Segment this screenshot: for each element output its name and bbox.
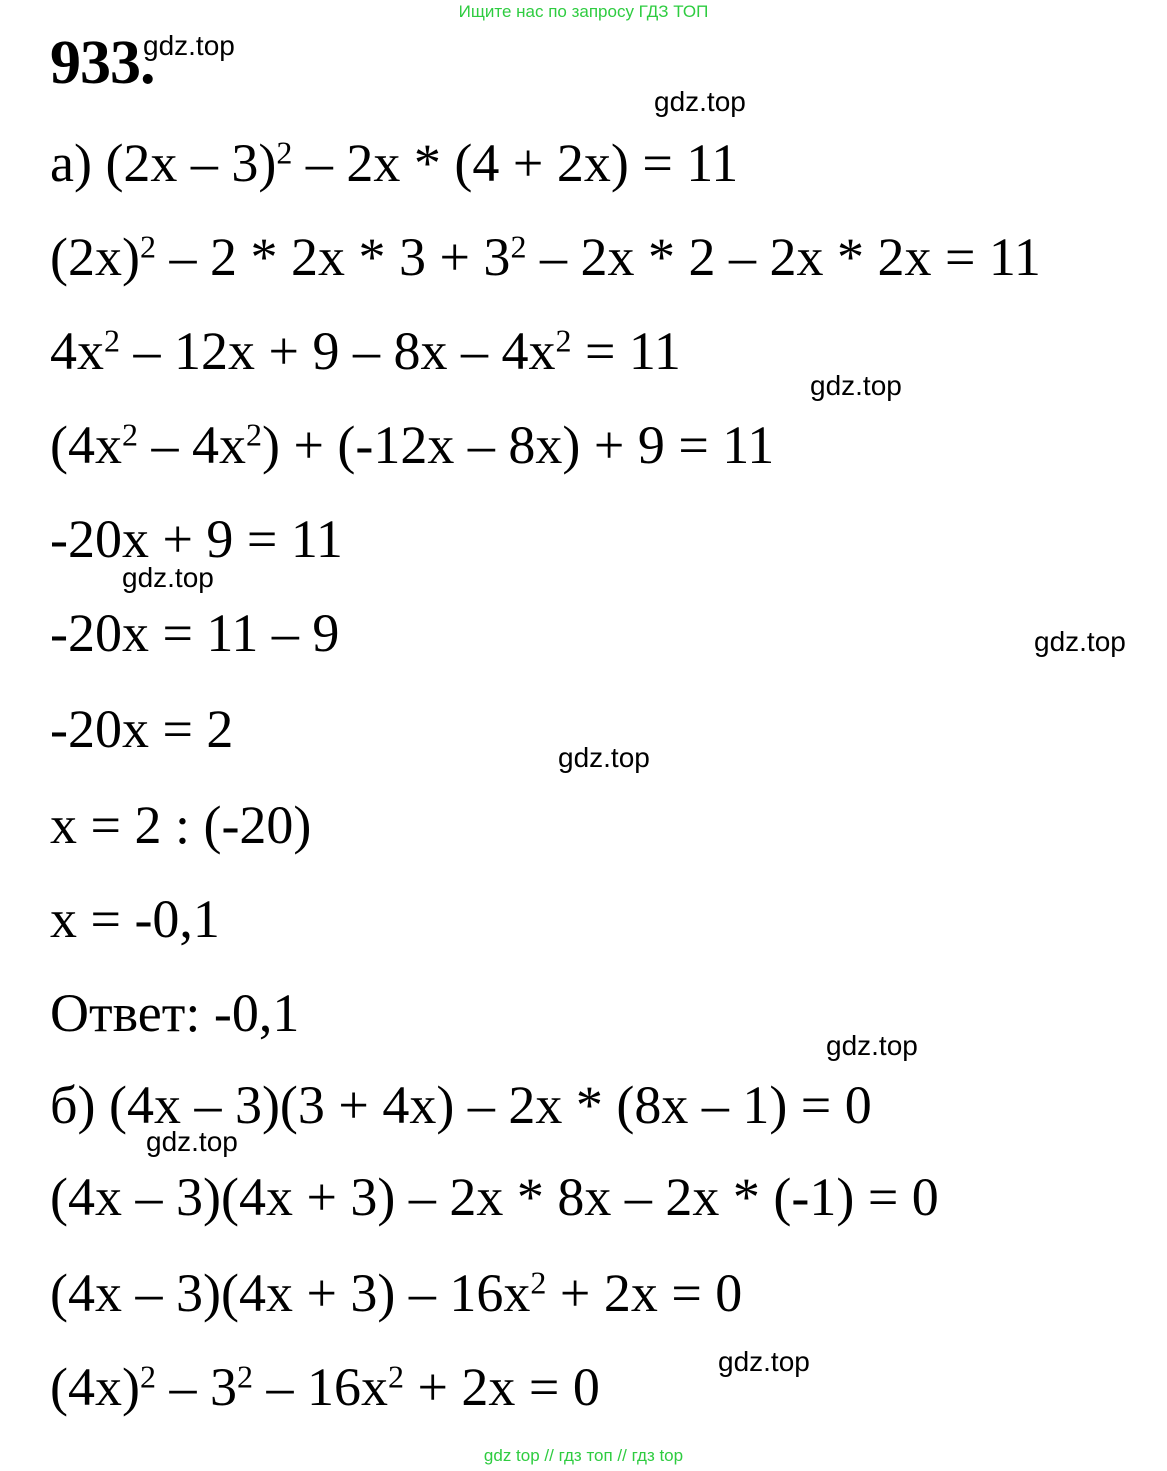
math-text: 4x bbox=[50, 321, 104, 381]
math-text: + 2x = 0 bbox=[403, 1357, 600, 1417]
math-text: (4x – 3)(4x + 3) – 16x bbox=[50, 1263, 531, 1323]
exponent: 2 bbox=[530, 1264, 547, 1301]
watermark: gdz.top bbox=[654, 86, 746, 117]
math-text: – 2x * (4 + 2x) = 11 bbox=[292, 133, 739, 193]
watermark: gdz.top bbox=[558, 742, 650, 773]
watermark: gdz.top bbox=[146, 1126, 238, 1157]
math-text: – 2x * 2 – 2x * 2x = 11 bbox=[526, 227, 1041, 287]
math-text: – 16x bbox=[252, 1357, 388, 1417]
equation-b-line-3 bbox=[50, 1263, 743, 1323]
math-text: = 11 bbox=[571, 321, 681, 381]
watermark: gdz.top bbox=[810, 370, 902, 401]
equation-a-line-3 bbox=[50, 321, 681, 381]
exponent: 2 bbox=[276, 134, 293, 171]
equation-a-line-4 bbox=[50, 415, 775, 475]
equation-a-line-8: x = 2 : (-20) bbox=[50, 795, 312, 855]
math-text: – 4x bbox=[137, 415, 246, 475]
exponent: 2 bbox=[121, 416, 138, 453]
equation-b-line-1: б) (4x – 3)(3 + 4x) – 2x * (8x – 1) = 0 bbox=[50, 1075, 872, 1135]
exponent: 2 bbox=[245, 416, 262, 453]
exponent: 2 bbox=[387, 1358, 404, 1395]
equation-b-line-4 bbox=[50, 1357, 600, 1417]
exponent: 2 bbox=[104, 322, 120, 359]
equation-b-line-2: (4x – 3)(4x + 3) – 2x * 8x – 2x * (-1) = 0 bbox=[50, 1167, 939, 1227]
exponent: 2 bbox=[139, 228, 156, 265]
watermark: gdz.top bbox=[1034, 626, 1126, 657]
exponent: 2 bbox=[236, 1358, 253, 1395]
math-text: ) + (-12x – 8x) + 9 = 11 bbox=[261, 415, 775, 475]
exponent: 2 bbox=[510, 228, 527, 265]
math-text: (2x) bbox=[50, 227, 140, 287]
math-text: + 2x = 0 bbox=[546, 1263, 743, 1323]
math-text: (4x bbox=[50, 415, 122, 475]
problem-number: 933. bbox=[50, 29, 155, 97]
watermark: gdz.top bbox=[826, 1030, 918, 1061]
equation-a-line-6: -20x = 11 – 9 bbox=[50, 603, 340, 663]
equation-a-line-5: -20x + 9 = 11 bbox=[50, 509, 343, 569]
math-text: а) (2x – 3) bbox=[50, 133, 277, 193]
exponent: 2 bbox=[555, 322, 572, 359]
math-text: – 3 bbox=[155, 1357, 237, 1417]
equation-a-line-9: x = -0,1 bbox=[50, 889, 220, 949]
top-banner: Ищите нас по запросу ГДЗ ТОП bbox=[458, 2, 709, 21]
watermark: gdz.top bbox=[122, 562, 214, 593]
math-text: (4x) bbox=[50, 1357, 140, 1417]
equation-a-line-1 bbox=[50, 133, 739, 193]
watermark: gdz.top bbox=[143, 30, 235, 61]
watermark: gdz.top bbox=[718, 1346, 810, 1377]
footer-text: gdz top // гдз топ // гдз top bbox=[483, 1446, 684, 1465]
equation-a-line-2 bbox=[50, 227, 1041, 287]
math-text: – 2 * 2x * 3 + 3 bbox=[155, 227, 511, 287]
answer-a: Ответ: -0,1 bbox=[50, 983, 300, 1043]
exponent: 2 bbox=[139, 1358, 156, 1395]
equation-a-line-7: -20x = 2 bbox=[50, 699, 234, 759]
math-text: – 12x + 9 – 8x – 4x bbox=[120, 321, 556, 381]
